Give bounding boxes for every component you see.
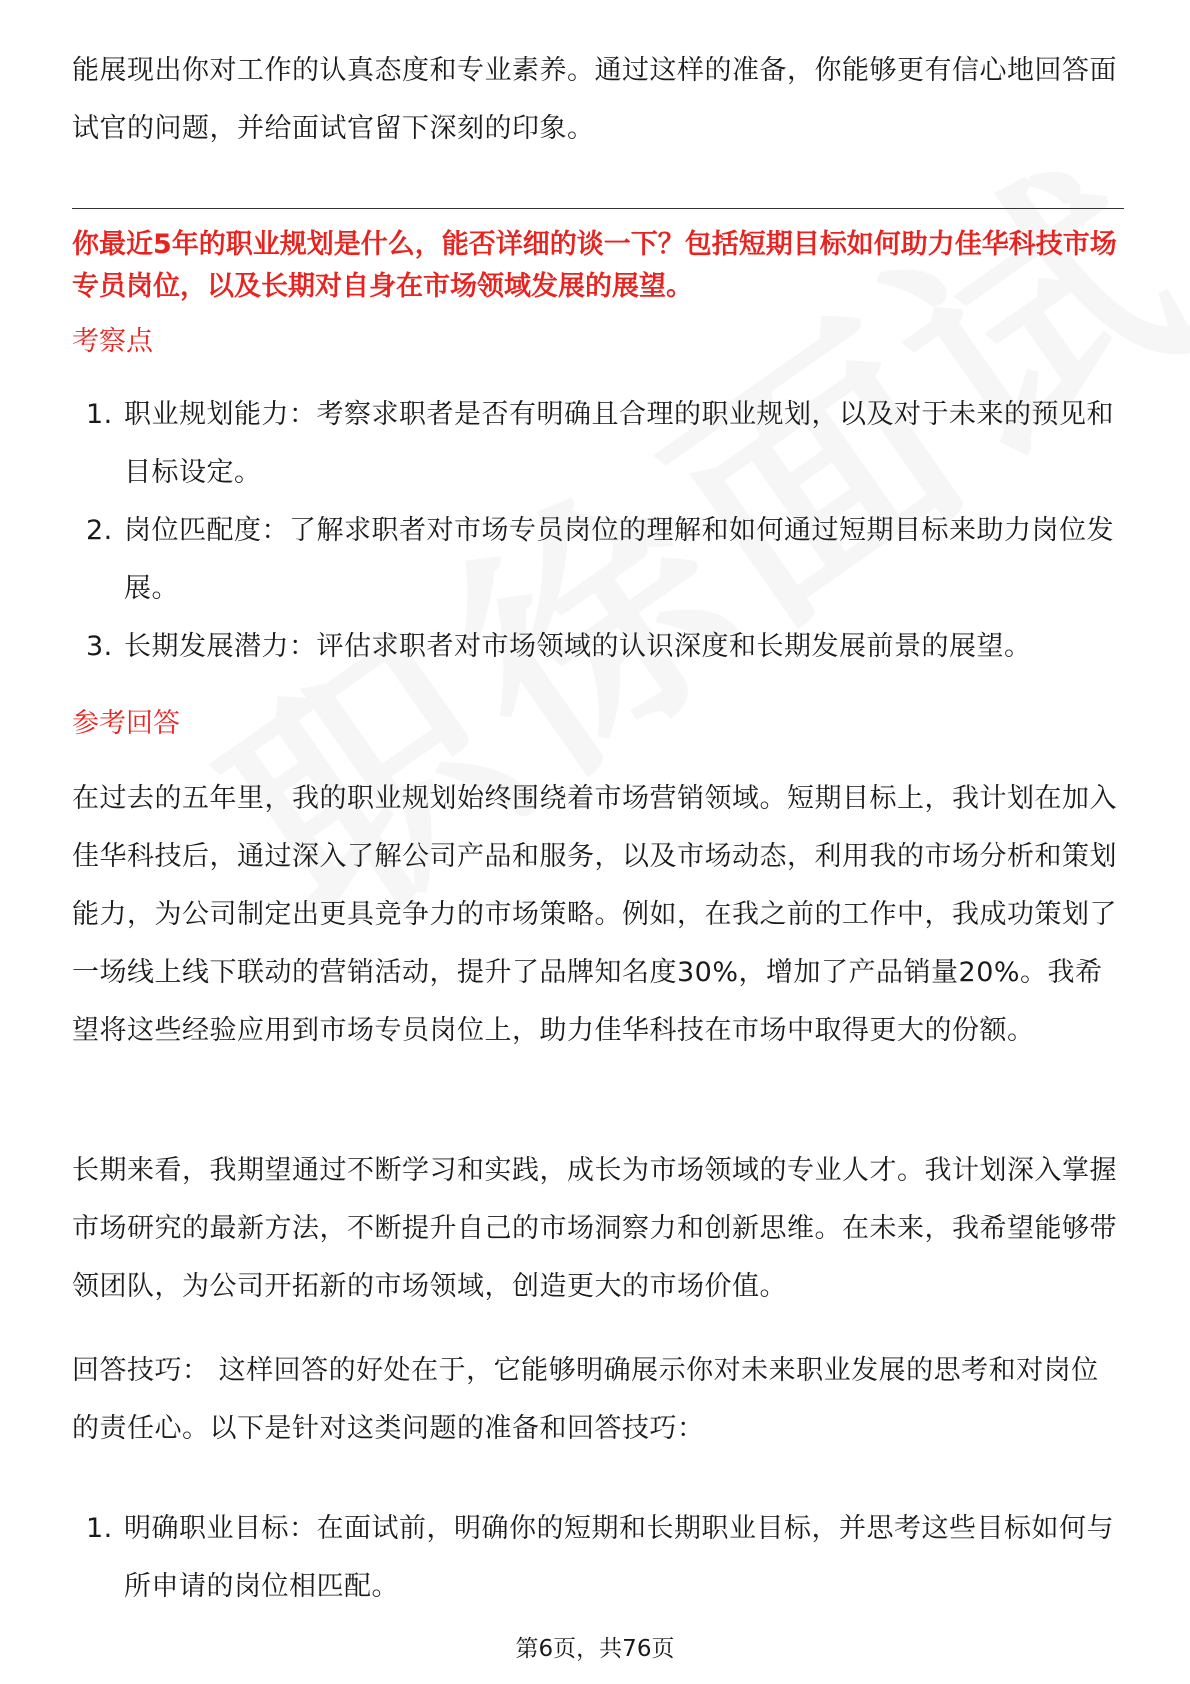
section-divider [72,208,1124,209]
list-text: 职业规划能力：考察求职者是否有明确且合理的职业规划，以及对于未来的预见和目标设定。 [124,399,1114,488]
list-text: 明确职业目标：在面试前，明确你的短期和长期职业目标，并思考这些目标如何与所申请的岗位相匹配。 [124,1513,1114,1602]
list-text: 岗位匹配度：了解求职者对市场专员岗位的理解和如何通过短期目标来助力岗位发展。 [124,515,1114,604]
list-text: 长期发展潜力：评估求职者对市场领域的认识深度和长期发展前景的展望。 [124,631,1032,662]
list-item [72,618,1124,676]
list-item [72,386,1124,502]
points-list [72,386,1124,676]
intro-paragraph: 能展现出你对工作的认真态度和专业素养。通过这样的准备，你能够更有信心地回答面试官的问题，并给面试官留下深刻的印象。 [72,55,1117,144]
list-number: 3. [86,631,113,662]
list-item [72,502,1124,618]
list-number: 1. [86,399,113,430]
tips-paragraph: 回答技巧： 这样回答的好处在于，它能够明确展示你对未来职业发展的思考和对岗位的责任心。以下是针对这类问题的准备和回答技巧： [72,1355,1099,1444]
list-number: 1. [86,1513,113,1544]
section-title-answer: 参考回答 [72,708,180,739]
interview-question: 你最近5年的职业规划是什么，能否详细的谈一下？包括短期目标如何助力佳华科技市场专员岗位，以及长期对自身在市场领域发展的展望。 [72,229,1117,302]
list-item [72,1500,1124,1616]
tips-list [72,1500,1124,1616]
list-number: 2. [86,515,113,546]
answer-paragraph: 在过去的五年里，我的职业规划始终围绕着市场营销领域。短期目标上，我计划在加入佳华科技后，通过深入了解公司产品和服务，以及市场动态，利用我的市场分析和策划能力，为公司制定出更具竞争力的市场策略。例如，在我之前的工作中，我成功策划了一场线上线下联动的营销活动，提升了品牌知名度30%，增加了产品销量20%。我希望将这些经验应用到市场专员岗位上，助力佳华科技在市场中取得更大的份额。 [72,783,1117,1046]
section-title-points: 考察点 [72,326,153,357]
answer-paragraph: 长期来看，我期望通过不断学习和实践，成长为市场领域的专业人才。我计划深入掌握市场研究的最新方法，不断提升自己的市场洞察力和创新思维。在未来，我希望能够带领团队，为公司开拓新的市场领域，创造更大的市场价值。 [72,1155,1117,1302]
page-footer: 第6页，共76页 [515,1636,675,1662]
